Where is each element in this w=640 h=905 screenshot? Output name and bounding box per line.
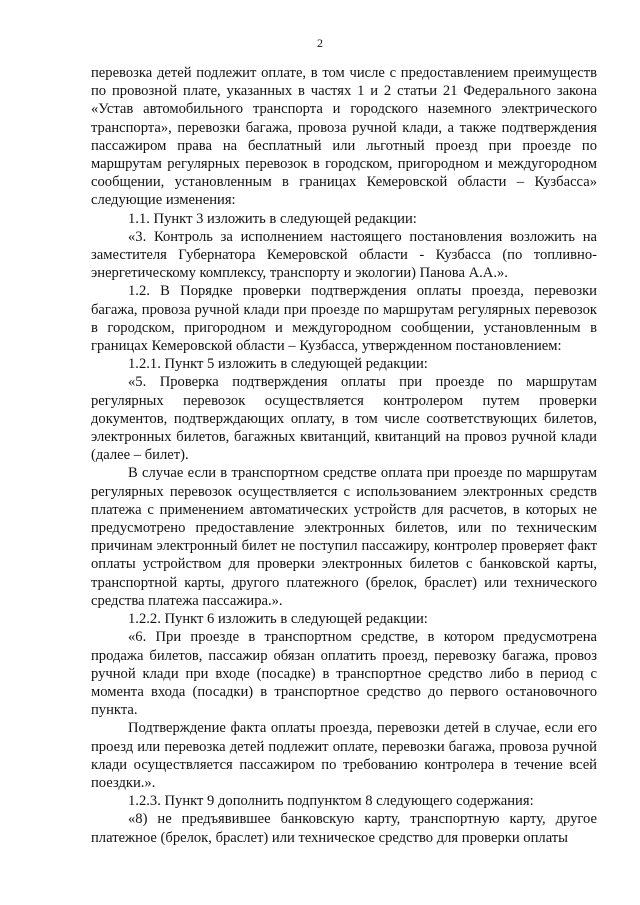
paragraph-point-6: «6. При проезде в транспортном средстве, в котором предусмотрена продажа билетов, пассажир обязан оплатить проезд, перевозку багажа, провоз ручной клади при входе (посадке) в транспортное средство либо в период с момента входа (посадки) в транспортное средство до первого остановочного пункта. [91,629,597,719]
paragraph-1-2-3: 1.2.3. Пункт 9 дополнить подпунктом 8 следующего содержания: [128,793,534,810]
paragraph-1-2: 1.2. В Порядке проверки подтверждения оплаты проезда, перевозки багажа, провоза ручной клади при проезде по маршрутам регулярных перевозок в городском, пригородном и междугородном сообщении, установленным в границах Кемеровской области – Кузбасса, утвержденном постановлением: [91,283,597,355]
paragraph-1-2-1: 1.2.1. Пункт 5 изложить в следующей редакции: [128,356,428,373]
paragraph-1-1: 1.1. Пункт 3 изложить в следующей редакции: [128,210,417,227]
paragraph-subpoint-8: «8) не предъявившее банковскую карту, транспортную карту, другое платежное (брелок, браслет) или техническое средство для проверки оплаты [91,811,597,846]
paragraph-point-5: «5. Проверка подтверждения оплаты при проезде по маршрутам регулярных перевозок осуществляется контролером путем проверки документов, подтверждающих оплату, в том числе соответствующих билетов, электронных билетов, багажных квитанций, квитанций на провоз ручной клади (далее – билет). [91,374,597,464]
document-body [91,64,597,847]
paragraph-1-2-2: 1.2.2. Пункт 6 изложить в следующей редакции: [128,611,428,628]
paragraph-point-5-cont: В случае если в транспортном средстве оплата при проезде по маршрутам регулярных перевозок осуществляется с использованием электронных средств платежа с применением автоматических устройств для расчетов, в которых не предусмотрено предоставление электронных билетов, или по техническим причинам электронный билет не поступил пассажиру, контролер проверяет факт оплаты устройством для проверки электронных билетов с банковской карты, транспортной карты, другого платежного (брелок, браслет) или технического средства платежа пассажира.». [91,465,597,609]
page-number: 2 [317,36,323,50]
paragraph-point-3: «3. Контроль за исполнением настоящего постановления возложить на заместителя Губернатора Кемеровской области - Кузбасса (по топливно-энергетическому комплексу, транспорту и экологии) Панова А.А.». [91,228,597,282]
paragraph-intro: перевозка детей подлежит оплате, в том числе с предоставлением преимуществ по провозной плате, указанных в частях 1 и 2 статьи 21 Федерального закона «Устав автомобильного транспорта и городского наземного электрического транспорта», перевозки багажа, провоза ручной клади, а также подтверждения пассажиром права на бесплатный или льготный проезд при проезде по маршрутам регулярных перевозок в городском, пригородном и междугородном сообщении, установленным в границах Кемеровской области – Кузбасса» следующие изменения: [91,65,597,209]
paragraph-point-6-cont: Подтверждение факта оплаты проезда, перевозки детей в случае, если его проезд или перевозка детей подлежит оплате, перевозки багажа, провоза ручной клади осуществляется пассажиром по требованию контролера в течение всей поездки.». [91,720,597,791]
